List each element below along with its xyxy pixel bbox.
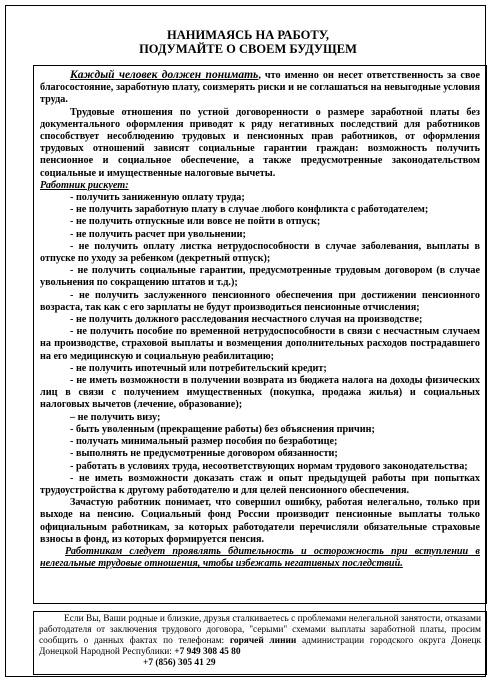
risk-item: - не получить ипотечный или потребительский кредит; [70,362,327,374]
risk-item: - работать в условиях труда, несоответствующих нормам трудового законодательства; [70,460,468,472]
contact-hotline: горячей линии [229,635,297,646]
intro-lead: Каждый человек должен понимать [70,69,259,81]
risk-item: - не получить заработную плату в случае любого конфликта с работодателем; [70,204,429,216]
risk-item: - не получить оплату листка нетрудоспособности в случае заболевания, выплаты в отпуске по уходу за ребенком (декретный отпуск); [40,240,480,265]
risks-heading: Работник рискует: [40,179,129,191]
risk-item: - не получить заслуженного пенсионного обеспечения при достижении пенсионного возраста, так как с его зарплаты не будут производиться пенсионные отчисления; [40,289,480,313]
contact-org: администрации городского округа Донецк Донецкой Народной Республики: [39,635,482,657]
risk-item: - не получить должного расследования несчастного случая на производстве; [70,314,423,326]
contact-text: Если Вы, Ваши родные и близкие, друзья сталкиваетесь с проблемами нелегальной занятости, отказами работодателя от заключения трудового договора, "серыми" схемами выплаты заработной платы, просим сообщить о данных фактах по телефонам: [39,614,481,646]
intro-paragraph [40,69,480,107]
intro-rest: , что именно он несет ответственность за свое благосостояние, заработную плату, соизмерять риски и не соглашаться на невыгодные условия труда. [40,70,480,106]
risk-item: - не иметь возможности в получении возврата из бюджета налога на доходы физических лиц в связи с получением имущественных (покупка, продажа жилья) и социальных налоговых вычетов (лечение, образование); [40,375,480,411]
relations-paragraph: Трудовые отношения по устной договоренности о размере заработной платы без документального оформления приводят к ряду негативных последствий для работников способствует несоблюдению трудовых и пенсионных прав работников, от оформления трудовых отношений зависят социальные гарантии граждан: возможность получить пенсионное и социальное обеспечение, а также предусмотренные законодательством социальные и имущественные налоговые вычеты. [40,106,480,179]
risk-item: - не получить пособие по временной нетрудоспособности в связи с несчастным случаем на производстве, страховой выплаты и возмещения дополнительных расходов пострадавшего на его медицинскую и социальную реабилитацию; [40,326,480,362]
risk-item: - получать минимальный размер пособия по безработице; [70,436,338,448]
main-text-box [33,65,487,604]
risk-item: - быть уволенным (прекращение работы) без объяснения причин; [70,423,375,435]
risk-item: – не получить визу; [70,411,161,423]
pension-paragraph: Зачастую работник понимает, что совершил ошибку, работая нелегально, только при выходе на пенсию. Социальный фонд России производит пенсионные выплаты только официальным работникам, за которых работодатели перечисляли обязательные страховые взносы в фонд, из которых формируется пенсия. [40,497,480,545]
risk-item: - не иметь возможности доказать стаж и опыт предыдущей работы при попытках трудоустройства к другому работодателю и для целей пенсионного обеспечения. [40,472,480,496]
page-title-line2: ПОДУМАЙТЕ О СВОЕМ БУДУЩЕМ [139,42,357,56]
phone-line-2 [39,658,481,669]
risk-item: - не получить отпускные или вовсе не пойти в отпуск; [70,216,321,228]
risk-item: - не получить расчет при увольнении; [70,228,246,240]
risk-item: - получить заниженную оплату труда; [70,192,245,204]
contact-box [33,611,487,675]
phone-number-1: +7 949 308 45 80 [174,646,241,657]
phone-number-2: +7 (856) 305 41 29 [143,657,216,668]
contact-paragraph [39,614,481,658]
closing-statement: Работникам следует проявлять бдительность и осторожность при вступлении в нелегальные трудовые отношения, чтобы избежать негативных последствий. [40,545,480,570]
page-title-line1: НАНИМАЯСЬ НА РАБОТУ, [167,28,329,42]
risk-item: - выполнять не предусмотренные договором обязанности; [70,448,338,460]
risk-item: - не получить социальные гарантии, предусмотренные трудовым договором (в случае увольнения по сокращению штатов и т.д.); [40,265,480,289]
